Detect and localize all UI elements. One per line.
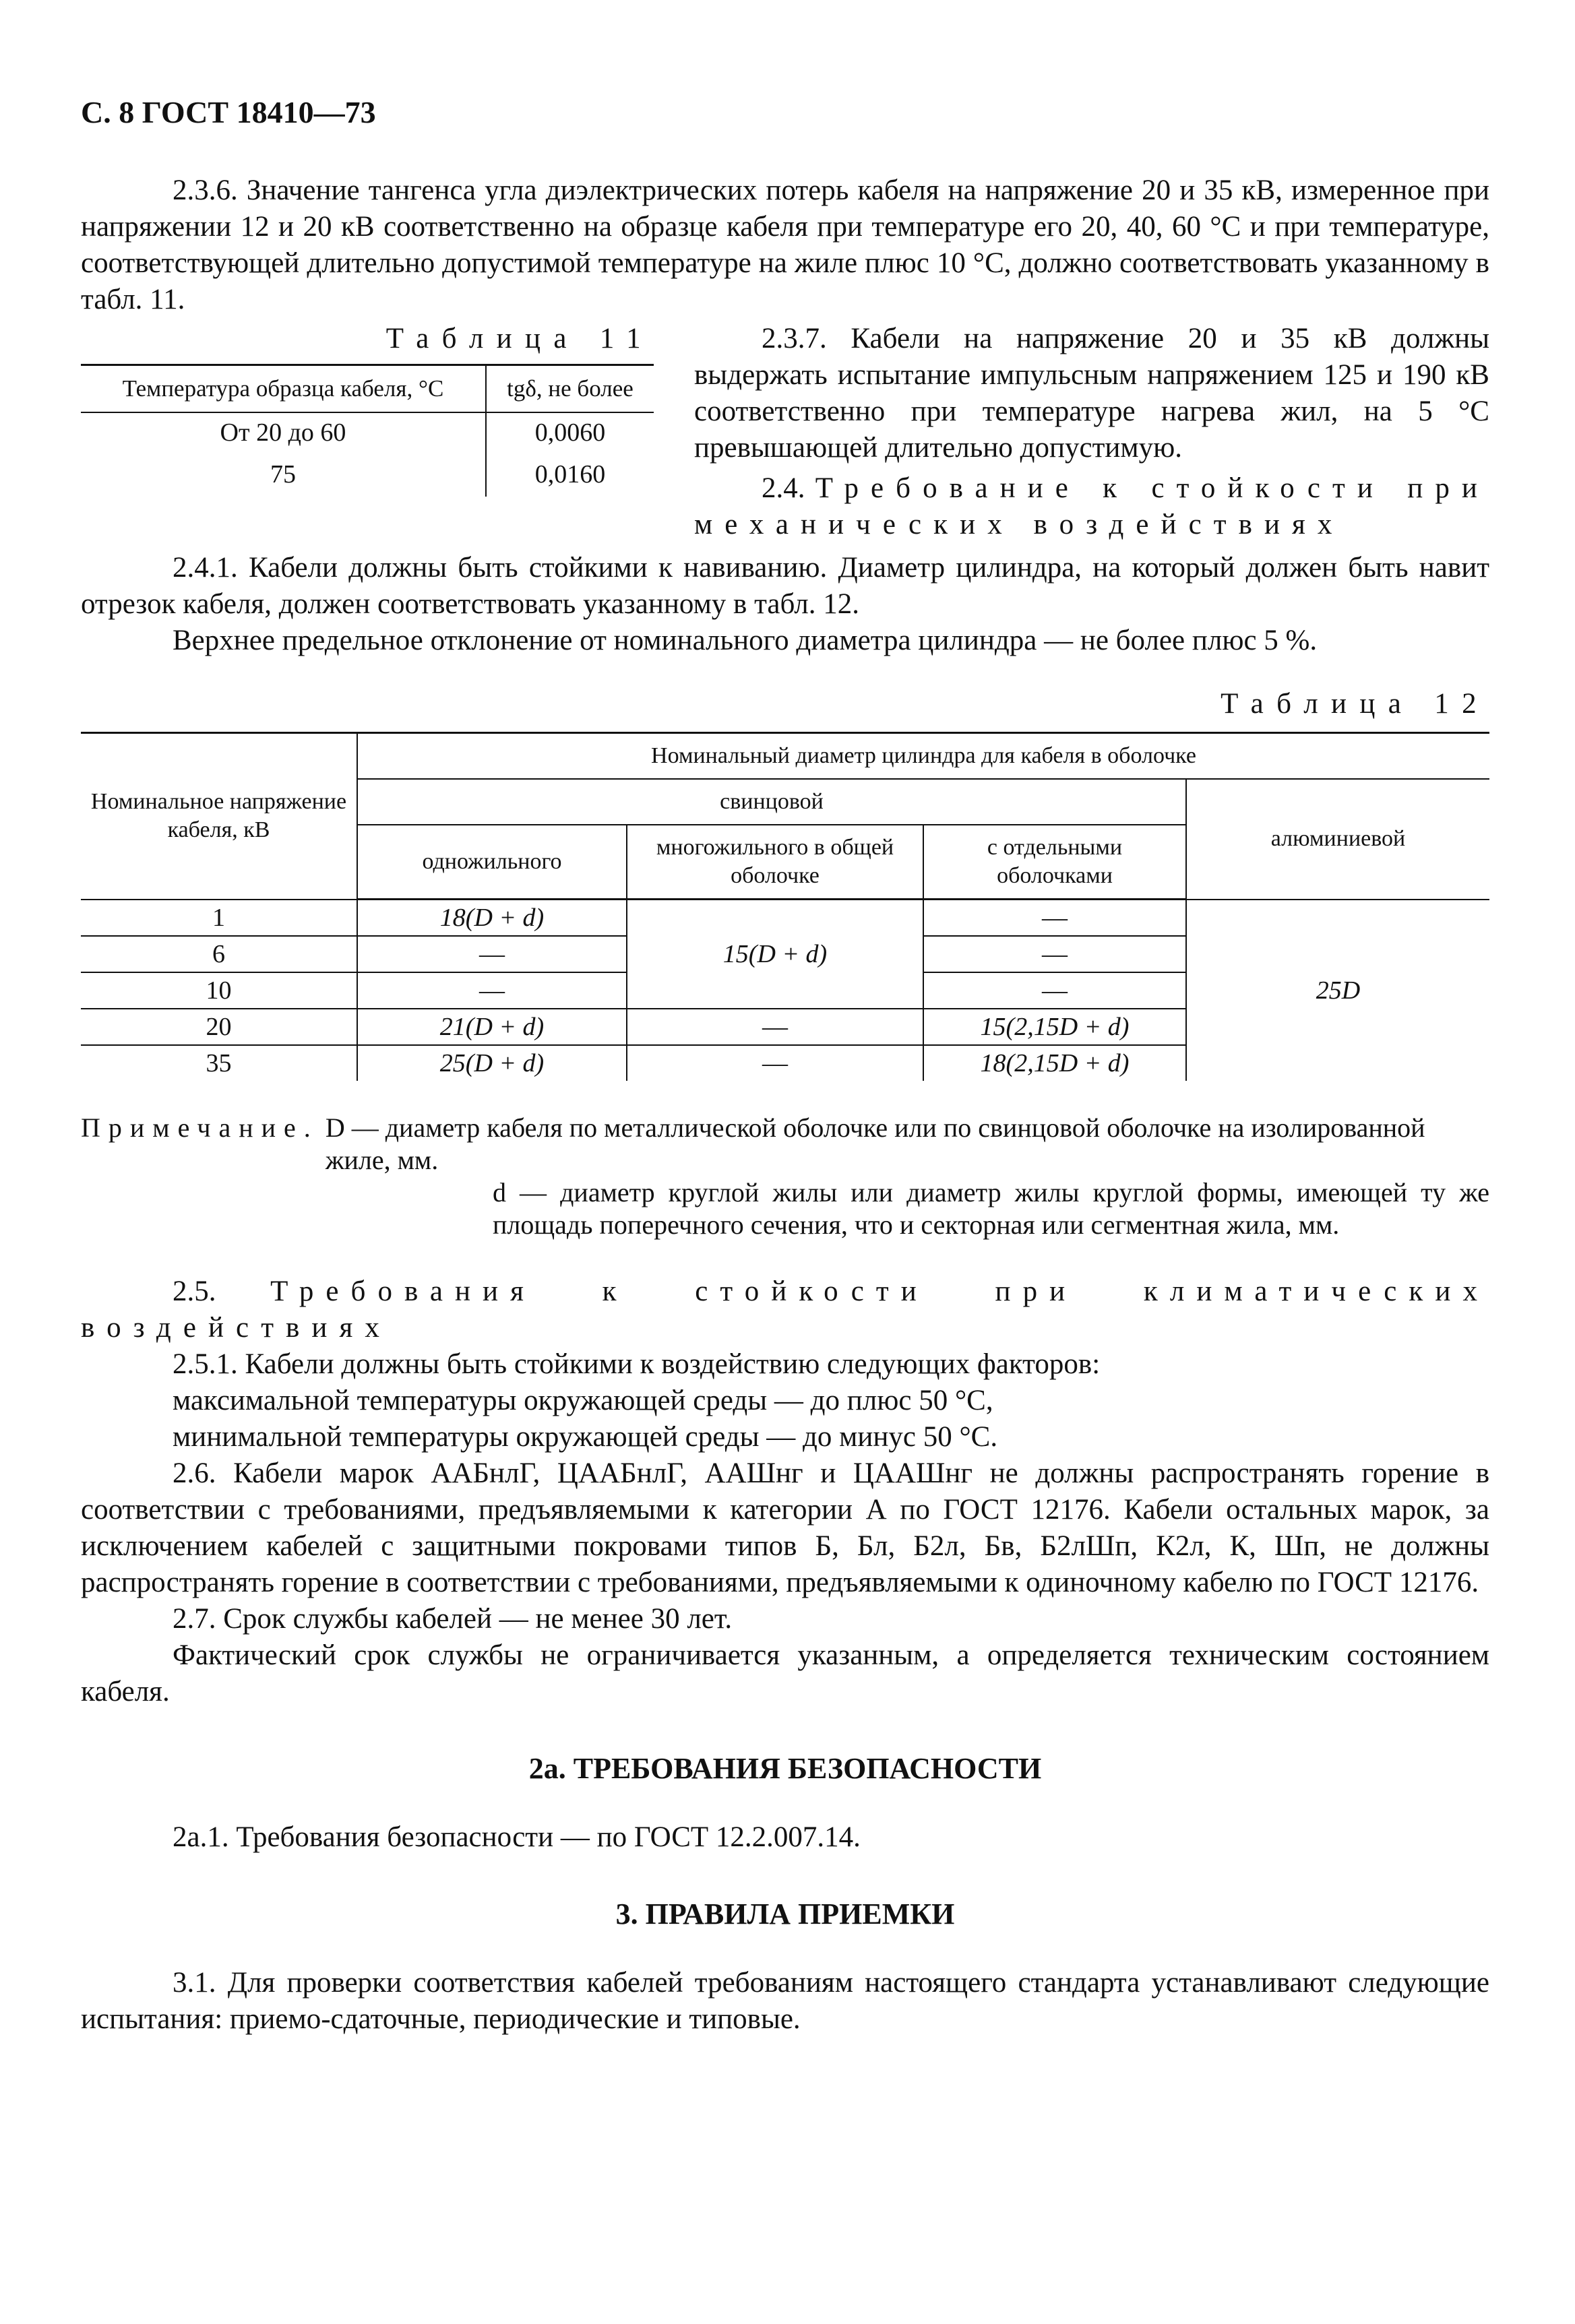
note-label: Примечание. (81, 1112, 319, 1143)
table12-header-lead: свинцовой (357, 779, 1186, 825)
note-text-1: D — диаметр кабеля по металлической оболочке или по свинцовой оболочке на изолированной жиле, мм. (325, 1112, 1425, 1175)
paragraph-2-3-7: 2.3.7. Кабели на напряжение 20 и 35 кВ должны выдержать испытание импульсным напряжением 125 и 190 кВ соответственно при температуре нагрева жил, на 5 °С превышающей длительно допустимую. (694, 323, 1489, 464)
heading-2-4-text: Требование к стойкости при механических воздействиях (694, 472, 1489, 540)
table11-section (81, 321, 1489, 543)
table12-cell: 20 (81, 1009, 357, 1045)
table12-cell: — (923, 936, 1186, 972)
table12-cell: 1 (81, 900, 357, 937)
section-heading-3: 3. ПРАВИЛА ПРИЕМКИ (615, 1897, 955, 1930)
table12-cell (357, 900, 627, 937)
table11-cell: От 20 до 60 (220, 418, 346, 447)
table12-cell: — (627, 1045, 923, 1081)
table12-header-single-core: одножильного (357, 825, 627, 900)
table12-cell: 10 (81, 972, 357, 1009)
paragraph-2a-1: 2а.1. Требования безопасности — по ГОСТ 12.2.007.14. (173, 1821, 861, 1853)
table12-cell: 6 (81, 936, 357, 972)
table12-cell-merged-aluminium (1186, 900, 1489, 1081)
heading-2-5-text: Требования к стойкости при климатических воздействиях (81, 1276, 1490, 1344)
right-column (654, 321, 1489, 543)
table12-cell (357, 1009, 627, 1045)
note-line-1 (81, 1112, 1489, 1176)
paragraph-2-5-1-max: максимальной температуры окружающей среды — до плюс 50 °С, (173, 1385, 993, 1416)
table12-header-separate-sheaths: с отдельными оболочками (923, 825, 1186, 900)
page-header: С. 8 ГОСТ 18410—73 (81, 95, 376, 129)
heading-2-4 (694, 470, 1489, 543)
section-heading-2a: 2а. ТРЕБОВАНИЯ БЕЗОПАСНОСТИ (528, 1752, 1042, 1785)
table12-formula: 25(D + d) (439, 1049, 545, 1077)
table-12 (81, 732, 1489, 1081)
paragraph-2-3-6: 2.3.6. Значение тангенса угла диэлектрических потерь кабеля на напряжение 20 и 35 кВ, измеренное при напряжении 12 и 20 кВ соответственно на образце кабеля при температуре его 20, 40, 60 °С и при температуре, соответствующей длительно допустимой температуре на жиле плюс 10 °С, должно соответствовать указанному в табл. 11. (81, 175, 1489, 315)
table12-cell: — (357, 972, 627, 1009)
table-row (81, 455, 654, 497)
table12-cell: — (357, 936, 627, 972)
table12-header-voltage: Номинальное напряжение кабеля, кВ (81, 733, 357, 900)
table11-header-temp: Температура образца кабеля, °С (81, 365, 486, 413)
table11-cell: 75 (270, 460, 296, 489)
table12-cell: — (627, 1009, 923, 1045)
table12-cell-merged-multi (627, 900, 923, 1009)
table-11 (81, 364, 654, 497)
table12-note (81, 1112, 1489, 1241)
table12-formula: 21(D + d) (439, 1013, 545, 1041)
note-text-2: d — диаметр круглой жилы или диаметр жилы круглой формы, имеющей ту же площадь поперечного сечения, что и секторная или сегментная жила, мм. (493, 1177, 1489, 1240)
table11-column (81, 321, 654, 543)
table12-header-diameter: Номинальный диаметр цилиндра для кабеля в оболочке (357, 733, 1489, 780)
table12-caption: Таблица 12 (1221, 688, 1489, 720)
paragraph-2-4-1: 2.4.1. Кабели должны быть стойкими к навиванию. Диаметр цилиндра, на который должен быть навит отрезок кабеля, должен соответствовать указанному в табл. 12. (81, 552, 1489, 620)
paragraph-2-7-lifetime: Фактический срок службы не ограничивается указанным, а определяется техническим состоянием кабеля. (81, 1639, 1489, 1707)
table12-header-multi-core: многожильного в общей оболочке (627, 825, 923, 900)
heading-2-5 (81, 1274, 1489, 1346)
table12-header-aluminium: алюминиевой (1186, 779, 1489, 900)
table11-header-tg: tgδ, не более (486, 365, 654, 413)
table11-cell: 0,0060 (486, 412, 654, 455)
paragraph-2-7: 2.7. Срок службы кабелей — не менее 30 лет. (173, 1603, 733, 1635)
table12-cell (923, 1009, 1186, 1045)
document-page (81, 94, 1489, 2038)
paragraph-3-1: 3.1. Для проверки соответствия кабелей требованиям настоящего стандарта устанавливают следующие испытания: приемо-сдаточные, периодические и типовые. (81, 1967, 1489, 2035)
heading-2-5-number: 2.5. (173, 1276, 216, 1307)
paragraph-2-5-1-min: минимальной температуры окружающей среды — до минус 50 °С. (173, 1421, 998, 1453)
table12-cell: — (923, 972, 1186, 1009)
table12-cell (357, 1045, 627, 1081)
table12-formula: 15(2,15D + d) (980, 1013, 1130, 1041)
table-row (81, 412, 654, 455)
table-row (81, 900, 1489, 937)
table12-formula: 18(D + d) (439, 904, 545, 932)
table12-formula: 18(2,15D + d) (980, 1049, 1130, 1077)
table12-cell: 35 (81, 1045, 357, 1081)
heading-2-4-number: 2.4. (762, 472, 805, 504)
table11-caption: Таблица 11 (385, 323, 654, 354)
paragraph-2-5-1: 2.5.1. Кабели должны быть стойкими к воздействию следующих факторов: (173, 1348, 1101, 1380)
table12-cell: — (923, 900, 1186, 937)
paragraph-2-6: 2.6. Кабели марок ААБнлГ, ЦААБнлГ, ААШнг и ЦААШнг не должны распространять горение в соответствии с требованиями, предъявляемыми к категории А по ГОСТ 12176. Кабели остальных марок, за исключением кабелей с защитными покровами типов Б, Бл, Б2л, Бв, Б2лШп, К2л, К, Шп, не должны распространять горение в соответствии с требованиями, предъявляемыми к одиночному кабелю по ГОСТ 12176. (81, 1457, 1489, 1598)
table11-cell: 0,0160 (486, 455, 654, 497)
table12-formula: 25D (1316, 976, 1361, 1005)
table12-formula: 15(D + d) (722, 940, 828, 968)
paragraph-2-4-1-deviation: Верхнее предельное отклонение от номинального диаметра цилиндра — не более плюс 5 %. (173, 625, 1318, 656)
table12-cell (923, 1045, 1186, 1081)
